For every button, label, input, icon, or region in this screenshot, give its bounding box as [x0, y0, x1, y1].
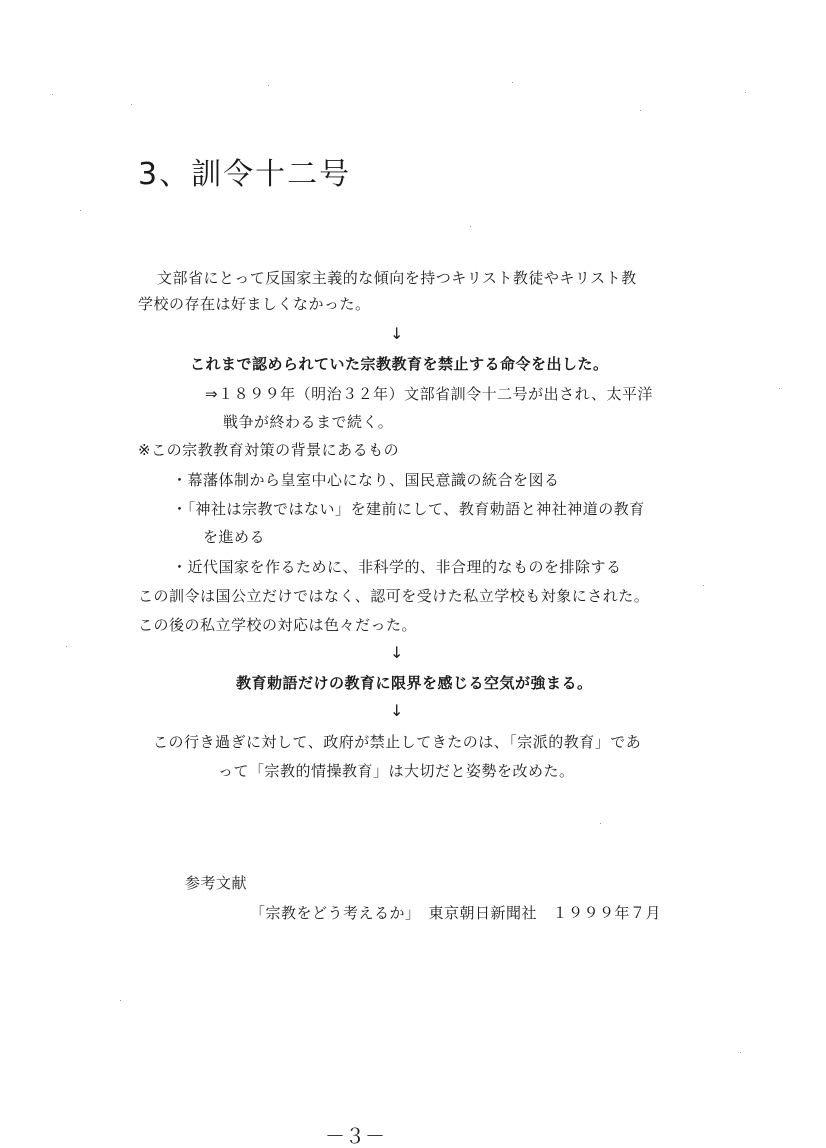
section-title: 3、訓令十二号 — [138, 157, 352, 192]
conclusion-line-2: って「宗教的情操教育」は大切だと姿勢を改めた。 — [218, 762, 575, 780]
detail-line-1: ⇒１８９９年（明治３２年）文部省訓令十二号が出され、太平洋 — [205, 385, 653, 403]
page-number: －３－ — [325, 1124, 385, 1148]
flow-arrow-1: ↓ — [390, 324, 404, 343]
scan-speck — [640, 110, 641, 111]
scope-line-1: この訓令は国公立だけではなく、認可を受けた私立学校も対象にされた。 — [138, 587, 650, 605]
scan-speck — [703, 585, 704, 586]
scan-speck — [268, 85, 269, 86]
flow-arrow-2: ↓ — [390, 643, 404, 662]
step-2-text: 教育勅語だけの教育に限界を感じる空気が強まる。 — [236, 674, 593, 692]
conclusion-line-1: この行き過ぎに対して、政府が禁止してきたのは、「宗派的教育」であ — [153, 733, 642, 751]
reference-entry: 「宗教をどう考えるか」 東京朝日新聞社 １９９９年７月 — [250, 904, 662, 922]
scan-speck — [740, 1052, 741, 1053]
scan-speck — [512, 82, 513, 83]
scan-speck — [779, 388, 780, 389]
background-bullet-3: ・近代国家を作るために、非科学的、非合理的なものを排除する — [172, 558, 622, 576]
scan-speck — [120, 1000, 121, 1001]
references-heading: 参考文献 — [185, 874, 248, 892]
background-heading: ※この宗教教育対策の背景にあるもの — [138, 441, 400, 459]
scan-speck — [80, 210, 81, 211]
background-bullet-1: ・幕藩体制から皇室中心になり、国民意識の統合を図る — [172, 471, 560, 489]
scan-speck — [745, 92, 746, 93]
scan-speck — [66, 646, 67, 647]
scan-speck — [470, 226, 471, 227]
scope-line-2: この後の私立学校の対応は色々だった。 — [138, 616, 418, 634]
intro-line-1: 文部省にとって反国家主義的な傾向を持つキリスト教徒やキリスト教 — [157, 269, 637, 287]
intro-line-2: 学校の存在は好ましくなかった。 — [138, 295, 371, 313]
flow-arrow-3: ↓ — [390, 701, 404, 720]
scan-speck — [600, 823, 601, 824]
detail-line-2: 戦争が終わるまで続く。 — [223, 413, 394, 431]
scan-speck — [52, 94, 53, 95]
background-bullet-2-line-2: を進める — [203, 528, 266, 546]
background-bullet-2-line-1: ・「神社は宗教ではない」を建前にして、教育勅語と神社神道の教育 — [172, 500, 645, 518]
scan-speck — [131, 104, 132, 105]
step-1-text: これまで認められていた宗教教育を禁止する命令を出した。 — [190, 355, 609, 373]
